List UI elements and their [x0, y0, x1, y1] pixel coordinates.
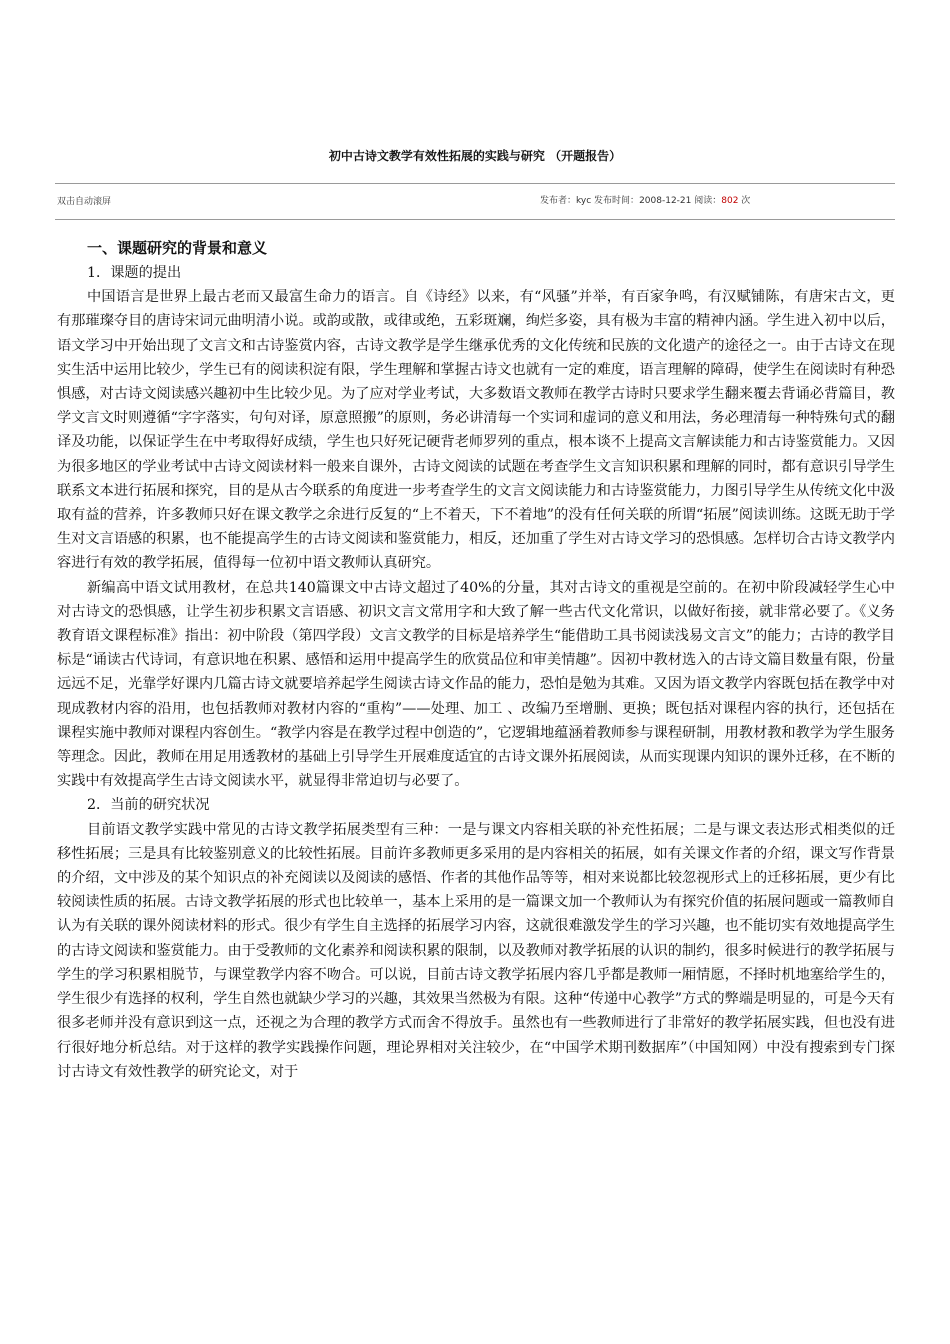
paragraph: 中国语言是世界上最古老而又最富生命力的语言。自《诗经》以来，有“风骚”并举，有百家争鸣，有汉赋铺陈，有唐宋古文，更有那璀璨夺目的唐诗宋词元曲明清小说。或韵或散，或律或绝，五彩斑斓，绚烂多姿，具有极为丰富的精神内涵。学生进入初中以后，语文学习中开始出现了文言文和古诗鉴赏内容，古诗文教学是学生继承优秀的文化传统和民族的文化遗产的途径之一。由于古诗文在现实生活中运用比较少，学生已有的阅读积淀有限，学生理解和掌握古诗文也就有一定的难度，语言理解的障碍，使学生在阅读时有种恐惧感，对古诗文阅读感兴趣初中生比较少见。为了应对学业考试，大多数语文教师在教学古诗时只要求学生翻来覆去背诵必背篇目，教学文言文时则遵循“字字落实，句句对译，原意照搬”的原则，务必讲清每一个实词和虚词的意义和用法，务必理清每一种特殊句式的翻译及功能，以保证学生在中考取得好成绩，学生也只好死记硬背老师罗列的重点，根本谈不上提高文言解读能力和古诗鉴赏能力。又因为很多地区的学业考试中古诗文阅读材料一般来自课外，古诗文阅读的试题在考查学生文言知识积累和理解的同时，都有意识引导学生联系文本进行拓展和探究，目的是从古今联系的角度进一步考查学生的文言文阅读能力和古诗鉴赏能力，力图引导学生从传统文化中汲取有益的营养，许多教师只好在课文教学之余进行反复的“上不着天，下不着地”的没有任何关联的所谓“拓展”阅读训练。这既无助于学生对文言语感的积累，也不能提高学生的古诗文阅读和鉴赏能力，相反，还加重了学生对古诗文学习的恐惧感。怎样切合古诗文教学内容进行有效的教学拓展，值得每一位初中语文教师认真研究。 — [57, 289, 895, 572]
article-body — [57, 236, 895, 1084]
section-heading: 一、课题研究的背景和意义 — [87, 239, 268, 257]
subsection-heading: 2．当前的研究状况 — [87, 797, 210, 814]
publish-time: 2008-12-21 — [639, 196, 692, 206]
paragraph: 新编高中语文试用教材，在总共140篇课文中古诗文超过了40%的分量，其对古诗文的重视是空前的。在初中阶段减轻学生心中对古诗文的恐惧感，让学生初步积累文言语感、初识文言文常用字和大致了解一些古代文化常识，以做好衔接，就非常必要了。《义务教育语文课程标准》指出：初中阶段（第四学段）文言文教学的目标是培养学生“能借助工具书阅读浅易文言文”的能力；古诗的教学目标是“诵读古代诗词，有意识地在积累、感悟和运用中提高学生的欣赏品位和审美情趣”。因初中教材选入的古诗文篇目数量有限，份量远远不足，光靠学好课内几篇古诗文就要培养起学生阅读古诗文作品的能力，恐怕是勉为其难。又因为语文教学内容既包括在教学中对现成教材内容的沿用，也包括教师对教材内容的“重构”——处理、加工 、改编乃至增删、更换；既包括对课程内容的执行，还包括在课程实施中教师对课程内容创生。“教学内容是在教学过程中创造的”，它逻辑地蕴涵着教师参与课程研制，用教材教和教学为学生服务等理念。因此，教师在用足用透教材的基础上引导学生开展难度适宜的古诗文课外拓展阅读，从而实现课内知识的课外迁移，在不断的实践中有效提高学生古诗文阅读水平，就显得非常迫切与必要了。 — [57, 579, 895, 790]
publish-time-label: 发布时间： — [591, 196, 640, 206]
read-count-unit: 次 — [738, 196, 751, 206]
auto-scroll-hint[interactable]: 双击自动滚屏 — [57, 197, 112, 207]
article-title: 初中古诗文教学有效性拓展的实践与研究 （开题报告） — [328, 149, 622, 163]
paragraph: 目前语文教学实践中常见的古诗文教学拓展类型有三种：一是与课文内容相关联的补充性拓展；二是与课文表达形式相类似的迁移性拓展；三是具有比较鉴别意义的比较性拓展。目前许多教师更多采用的是内容相关的拓展，如有关课文作者的介绍，课文写作背景的介绍，文中涉及的某个知识点的补充阅读以及阅读的感悟、作者的其他作品等等，相对来说都比较忽视形式上的迁移拓展，更少有比较阅读性质的拓展。古诗文教学拓展的形式也比较单一，基本上采用的是一篇课文加一个教师认为有探究价值的拓展问题或一篇教师自认为有关联的课外阅读材料的形式。很少有学生自主选择的拓展学习内容，这就很难激发学生的学习兴趣，也不能切实有效地提高学生的古诗文阅读和鉴赏能力。由于受教师的文化素养和阅读积累的限制，以及教师对教学拓展的认识的制约，很多时候进行的教学拓展与学生的学习积累相脱节，与课堂教学内容不吻合。可以说，目前古诗文教学拓展内容几乎都是教师一厢情愿，不择时机地塞给学生的，学生很少有选择的权利，学生自然也就缺少学习的兴趣，其效果当然极为有限。这种“传递中心教学”方式的弊端是明显的，可是今天有很多老师并没有意识到这一点，还视之为合理的教学方式而舍不得放手。虽然也有一些教师进行了非常好的教学拓展实践，但也没有进行很好地分析总结。对于这样的教学实践操作问题，理论界相对关注较少，在“中国学术期刊数据库”（中国知网）中没有搜索到专门探讨古诗文有效性教学的研究论文，对于 — [57, 821, 895, 1080]
bottom-divider — [55, 219, 895, 220]
subsection-heading: 1．课题的提出 — [87, 265, 182, 281]
top-divider — [55, 183, 895, 184]
article-meta — [540, 193, 750, 206]
read-count-label: 阅读： — [691, 196, 722, 206]
publisher-name: kyc — [576, 196, 592, 206]
publisher-label: 发布者： — [540, 196, 577, 206]
read-count: 802 — [721, 196, 739, 206]
